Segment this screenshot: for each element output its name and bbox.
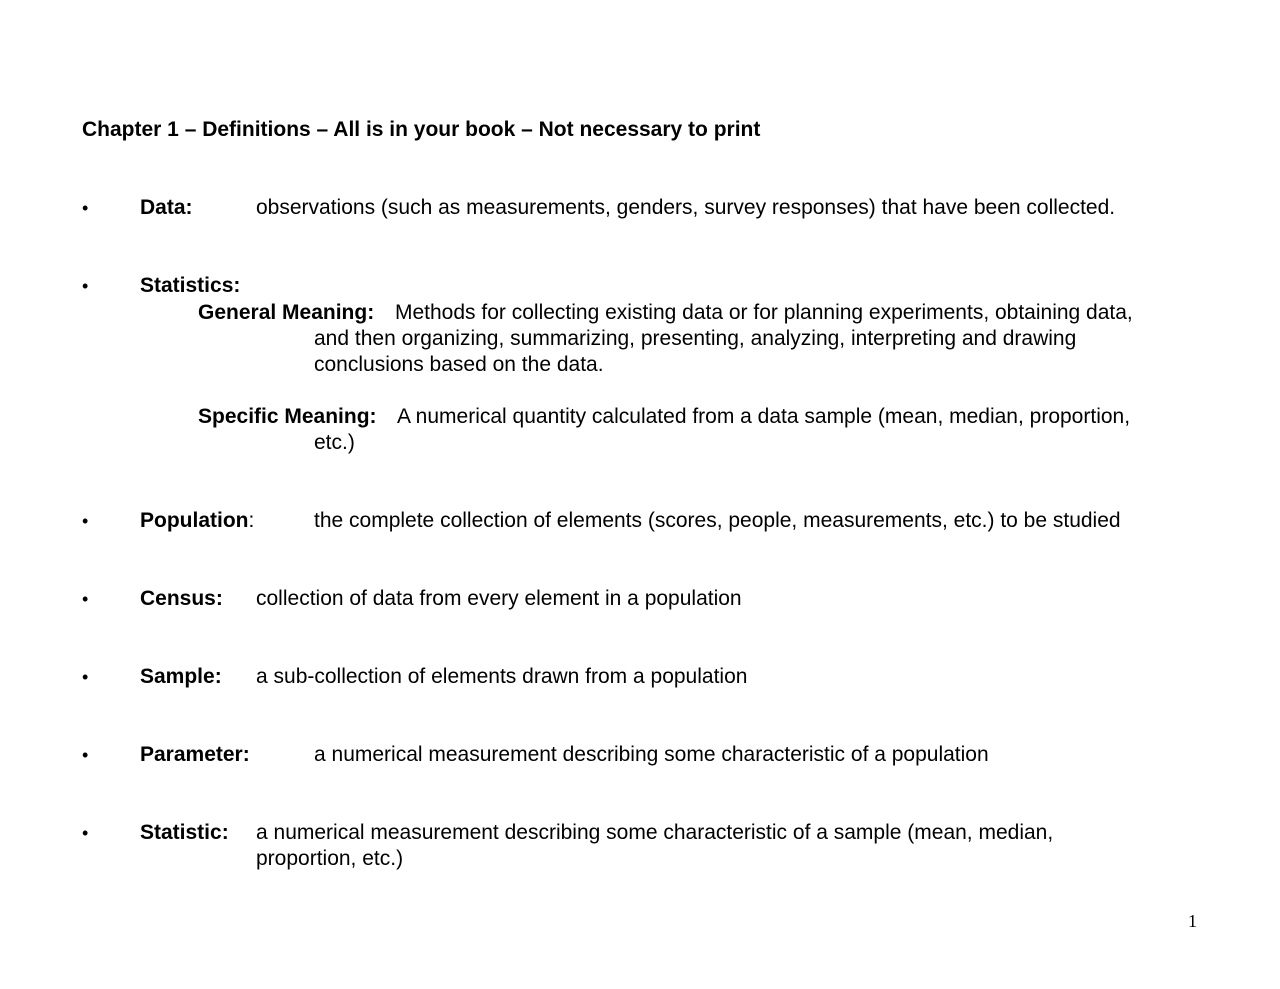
term-statistic: Statistic: <box>140 821 229 844</box>
term-data: Data: <box>140 196 193 219</box>
term-statistics: Statistics: <box>140 274 241 297</box>
term-population <box>140 508 254 534</box>
bullet-statistic: • <box>82 823 89 843</box>
general-meaning-label: General Meaning: <box>198 301 375 324</box>
term-population-label: Population <box>140 509 249 532</box>
general-meaning-line2: and then organizing, summarizing, presenting, analyzing, interpreting and drawing <box>314 327 1077 350</box>
definition-data: observations (such as measurements, genders, survey responses) that have been collected. <box>256 196 1116 219</box>
term-census: Census: <box>140 587 223 610</box>
definition-population: the complete collection of elements (scores, people, measurements, etc.) to be studied <box>314 509 1121 532</box>
bullet-parameter: • <box>82 745 89 765</box>
definition-sample: a sub-collection of elements drawn from a population <box>256 665 748 688</box>
definition-parameter: a numerical measurement describing some characteristic of a population <box>314 743 989 766</box>
specific-meaning-line2: etc.) <box>314 431 355 454</box>
definition-census: collection of data from every element in a population <box>256 587 742 610</box>
bullet-data: • <box>82 198 89 218</box>
general-meaning-line1: Methods for collecting existing data or for planning experiments, obtaining data, <box>395 301 1133 324</box>
definition-statistic-line2: proportion, etc.) <box>256 847 404 870</box>
bullet-sample: • <box>82 667 89 687</box>
term-sample: Sample: <box>140 665 222 688</box>
specific-meaning-line1: A numerical quantity calculated from a data sample (mean, median, proportion, <box>397 405 1131 428</box>
page-title: Chapter 1 – Definitions – All is in your book – Not necessary to print <box>82 118 761 141</box>
general-meaning-line3: conclusions based on the data. <box>314 353 604 376</box>
bullet-census: • <box>82 589 89 609</box>
definition-statistic-line1: a numerical measurement describing some characteristic of a sample (mean, median, <box>256 821 1054 844</box>
page-number: 1 <box>1188 911 1197 931</box>
term-population-colon: : <box>248 509 255 532</box>
term-parameter: Parameter: <box>140 743 250 766</box>
bullet-population: • <box>82 511 89 531</box>
specific-meaning-label: Specific Meaning: <box>198 405 377 428</box>
bullet-statistics: • <box>82 276 89 296</box>
